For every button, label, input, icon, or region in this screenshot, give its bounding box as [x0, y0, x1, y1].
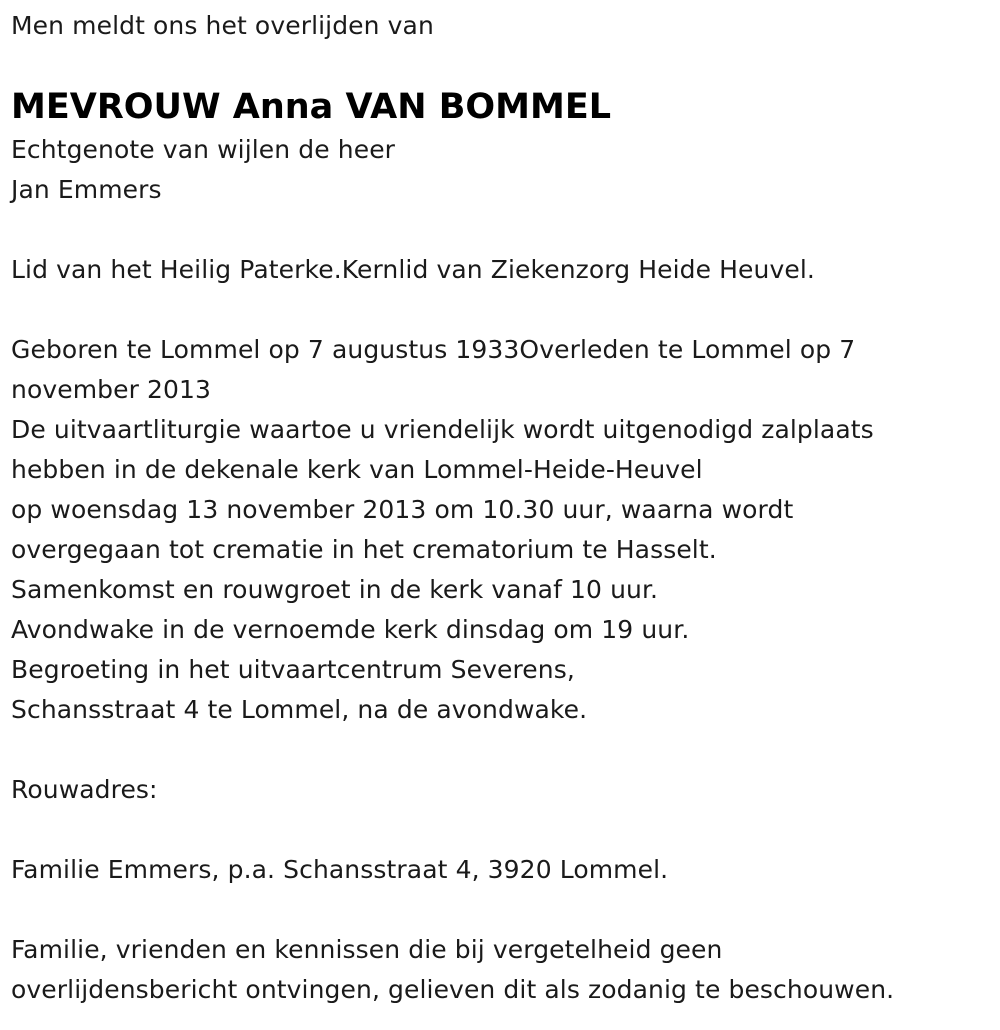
spacer: [11, 210, 975, 250]
spouse-line-1: Echtgenote van wijlen de heer: [11, 135, 396, 164]
address-text: Familie Emmers, p.a. Schansstraat 4, 3920 Lommel.: [11, 855, 669, 884]
ceremony-line: overgegaan tot crematie in het crematorium te Hasselt.: [11, 535, 717, 564]
spouse-line-2: Jan Emmers: [11, 175, 162, 204]
dates-line-1: Geboren te Lommel op 7 augustus 1933Overleden te Lommel op 7: [11, 335, 856, 364]
dates-line-2: november 2013: [11, 375, 212, 404]
spacer: [11, 290, 975, 330]
ceremony-line: Avondwake in de vernoemde kerk dinsdag om 19 uur.: [11, 615, 690, 644]
spacer: [11, 730, 975, 770]
closing-line-2: overlijdensbericht ontvingen, gelieven dit als zodanig te beschouwen.: [11, 975, 895, 1004]
address-label: Rouwadres:: [11, 775, 158, 804]
spacer: [11, 810, 975, 850]
deceased-name: MEVROUW Anna VAN BOMMEL: [11, 87, 612, 127]
intro-text: Men meldt ons het overlijden van: [11, 11, 434, 40]
ceremony-line: op woensdag 13 november 2013 om 10.30 uur, waarna wordt: [11, 495, 794, 524]
ceremony-line: De uitvaartliturgie waartoe u vriendelijk wordt uitgenodigd zalplaats: [11, 415, 874, 444]
spacer: [11, 890, 975, 930]
membership-text: Lid van het Heilig Paterke.Kernlid van Ziekenzorg Heide Heuvel.: [11, 255, 815, 284]
ceremony-line: Schansstraat 4 te Lommel, na de avondwake.: [11, 695, 588, 724]
ceremony-line: Samenkomst en rouwgroet in de kerk vanaf 10 uur.: [11, 575, 659, 604]
ceremony-line: Begroeting in het uitvaartcentrum Severens,: [11, 655, 575, 684]
closing-line-1: Familie, vrienden en kennissen die bij vergetelheid geen: [11, 935, 723, 964]
ceremony-line: hebben in de dekenale kerk van Lommel-Heide-Heuvel: [11, 455, 703, 484]
